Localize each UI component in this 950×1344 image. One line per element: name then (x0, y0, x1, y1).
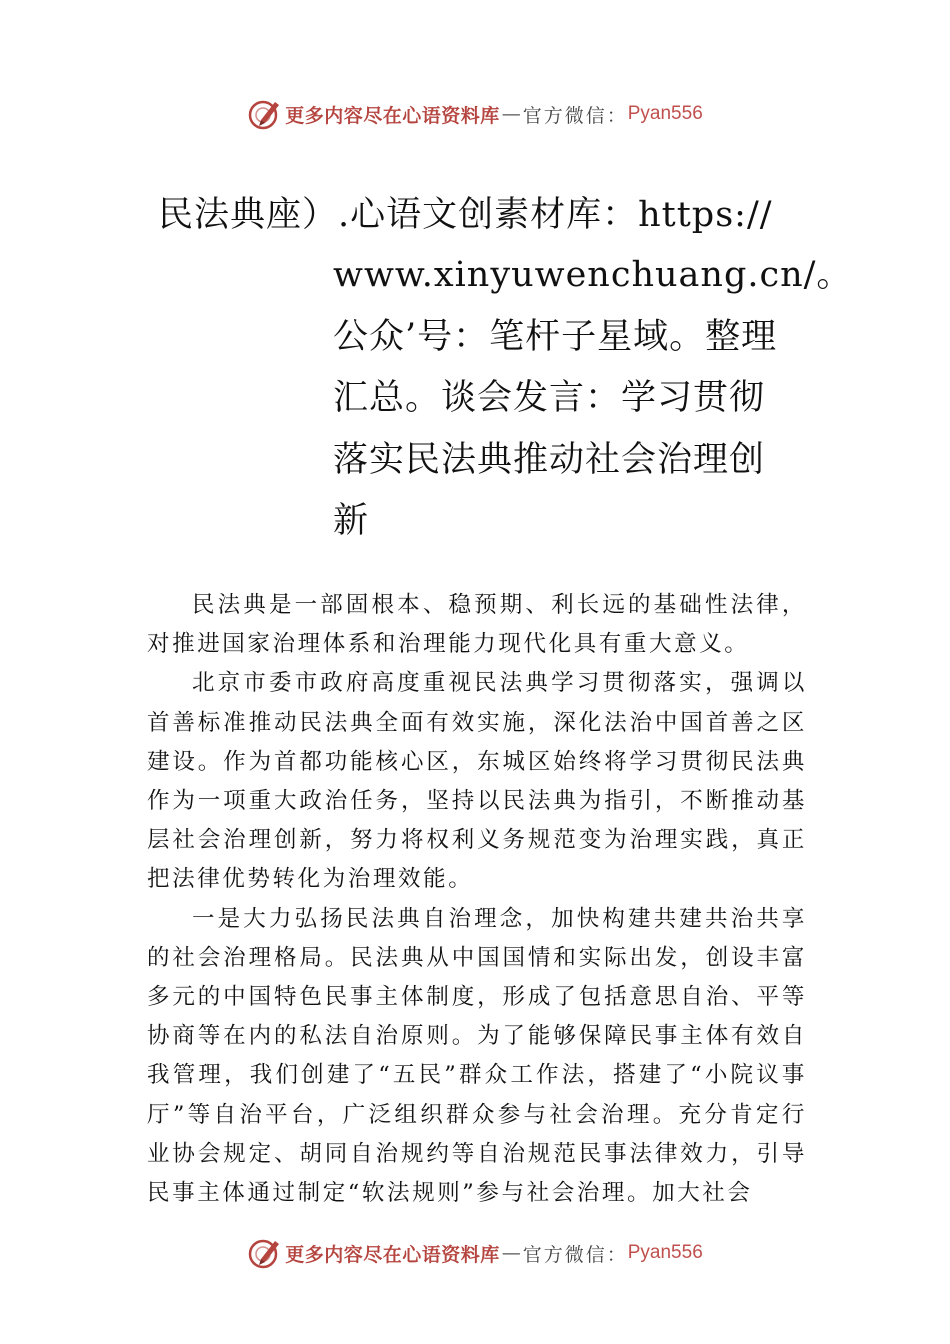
banner-separator: — (501, 103, 521, 125)
banner-main-text: 更多内容尽在心语资料库 (285, 1243, 500, 1266)
body-paragraph: 民法典是一部固根本、稳预期、利长远的基础性法律，对推进国家治理体系和治理能力现代化具有重大意义。 (147, 592, 807, 658)
body-paragraph: 北京市委市政府高度重视民法典学习贯彻落实，强调以首善标准推动民法典全面有效实施，深化法治中国首善之区建设。作为首都功能核心区，东城区始终将学习贯彻民法典作为一项重大政治任务，坚持以民法典为指引，不断推动基层社会治理创新，努力将权利义务规范变为治理实践，真正把法律优势转化为治理效能。 (147, 670, 807, 893)
pen-nib-logo-icon (247, 1235, 283, 1271)
title-continuation (333, 245, 853, 553)
banner-main-text: 更多内容尽在心语资料库 (285, 104, 500, 127)
pen-nib-logo-icon (247, 96, 283, 132)
title-line: 公众’号：笔杆子星域。整理 (333, 316, 778, 357)
banner-separator: — (501, 1242, 521, 1264)
header-banner (0, 94, 950, 134)
document-body (147, 586, 807, 1213)
banner-wechat-id: Pyan556 (627, 1242, 703, 1263)
title-line: 汇总。谈会发言：学习贯彻 (333, 378, 766, 418)
banner-wechat-label: 官方微信： (522, 1243, 628, 1266)
title-line: www.xinyuwenchuang.cn/。 (333, 255, 853, 295)
banner-wechat-id: Pyan556 (627, 103, 703, 124)
title-line: 民法典座）.心语文创素材库：https:// (158, 195, 773, 235)
footer-banner (0, 1233, 950, 1273)
title-line: 落实民法典推动社会治理创 (333, 439, 766, 480)
banner-wechat-label: 官方微信： (522, 104, 628, 127)
title-line: 新 (333, 501, 370, 541)
body-paragraph: 一是大力弘扬民法典自治理念，加快构建共建共治共享的社会治理格局。民法典从中国国情和实际出发，创设丰富多元的中国特色民事主体制度，形成了包括意思自治、平等协商等在内的私法自治原则。为了能够保障民事主体有效自我管理，我们创建了“五民”群众工作法，搭建了“小院议事厅”等自治平台，广泛组织群众参与社会治理。充分肯定行业协会规定、胡同自治规约等自治规范民事法律效力，引导民事主体通过制定“软法规则”参与社会治理。加大社会 (147, 905, 807, 1207)
